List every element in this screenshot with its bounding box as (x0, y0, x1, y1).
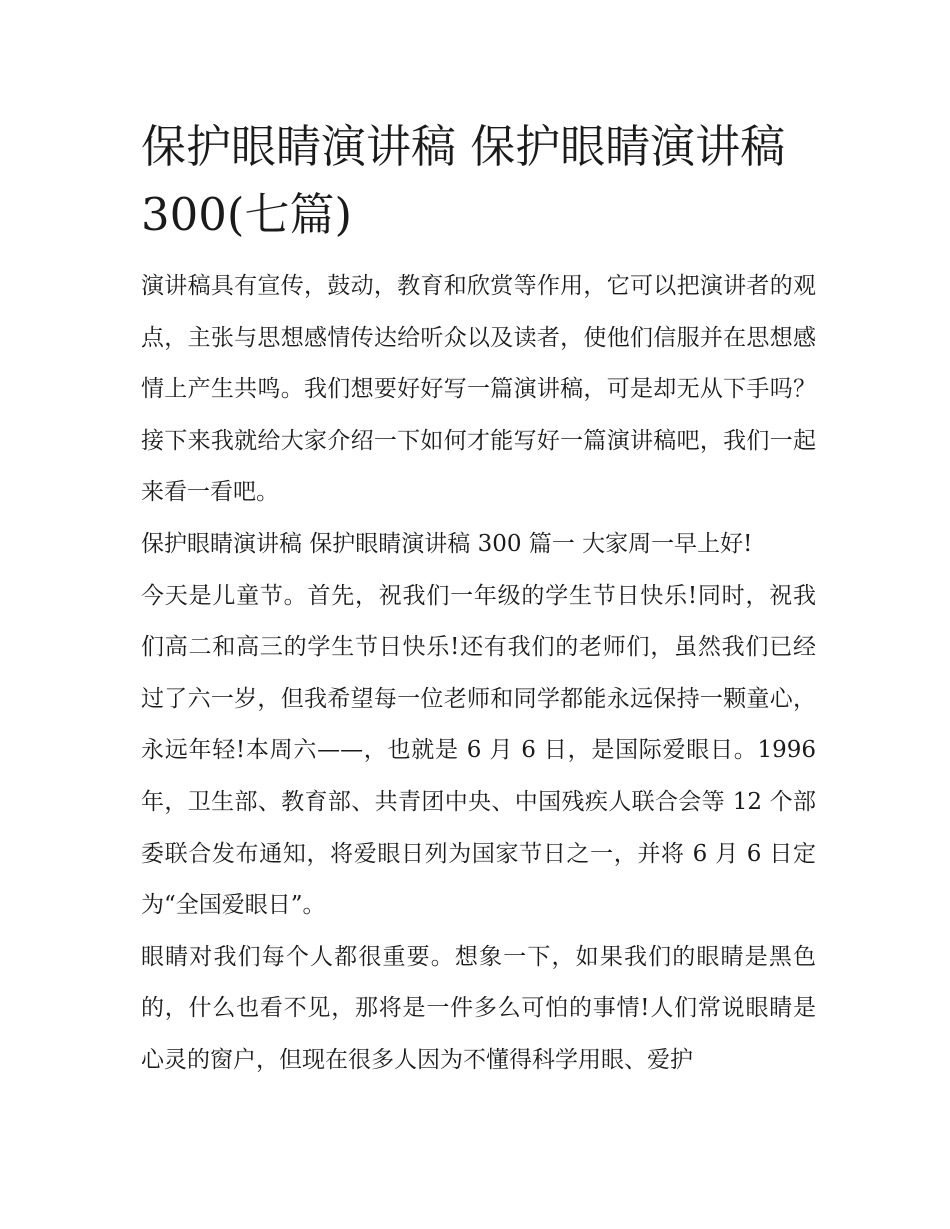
document-title-text: 保护眼睛演讲稿 保护眼睛演讲稿 300(七篇) (141, 120, 786, 241)
document-body (141, 113, 816, 1087)
document-title (141, 113, 816, 249)
paragraph-intro: 演讲稿具有宣传，鼓动，教育和欣赏等作用，它可以把演讲者的观点，主张与思想感情传达给听众以及读者，使他们信服并在思想感情上产生共鸣。我们想要好好写一篇演讲稿，可是却无从下手吗？接下来我就给大家介绍一下如何才能写好一篇演讲稿吧，我们一起来看一看吧。 (141, 273, 816, 506)
paragraph-childrens-day: 今天是儿童节。首先，祝我们一年级的学生节日快乐!同时，祝我们高二和高三的学生节日快乐!还有我们的老师们，虽然我们已经过了六一岁，但我希望每一位老师和同学都能永远保持一颗童心，永远年轻!本周六——，也就是 6 月 6 日，是国际爱眼日。1996 年，卫生部、教育部、共青团中央、中国残疾人联合会等 12 个部委联合发布通知，将爱眼日列为国家节日之一，并将 6 月 6 日定为“全国爱眼日”。 (141, 582, 816, 919)
paragraph-heading-line: 保护眼睛演讲稿 保护眼睛演讲稿 300 篇一 大家周一早上好! (141, 530, 753, 557)
paragraph-eyes-importance: 眼睛对我们每个人都很重要。想象一下，如果我们的眼睛是黑色的，什么也看不见，那将是一件多么可怕的事情!人们常说眼睛是心灵的窗户，但现在很多人因为不懂得科学用眼、爱护 (141, 943, 816, 1073)
